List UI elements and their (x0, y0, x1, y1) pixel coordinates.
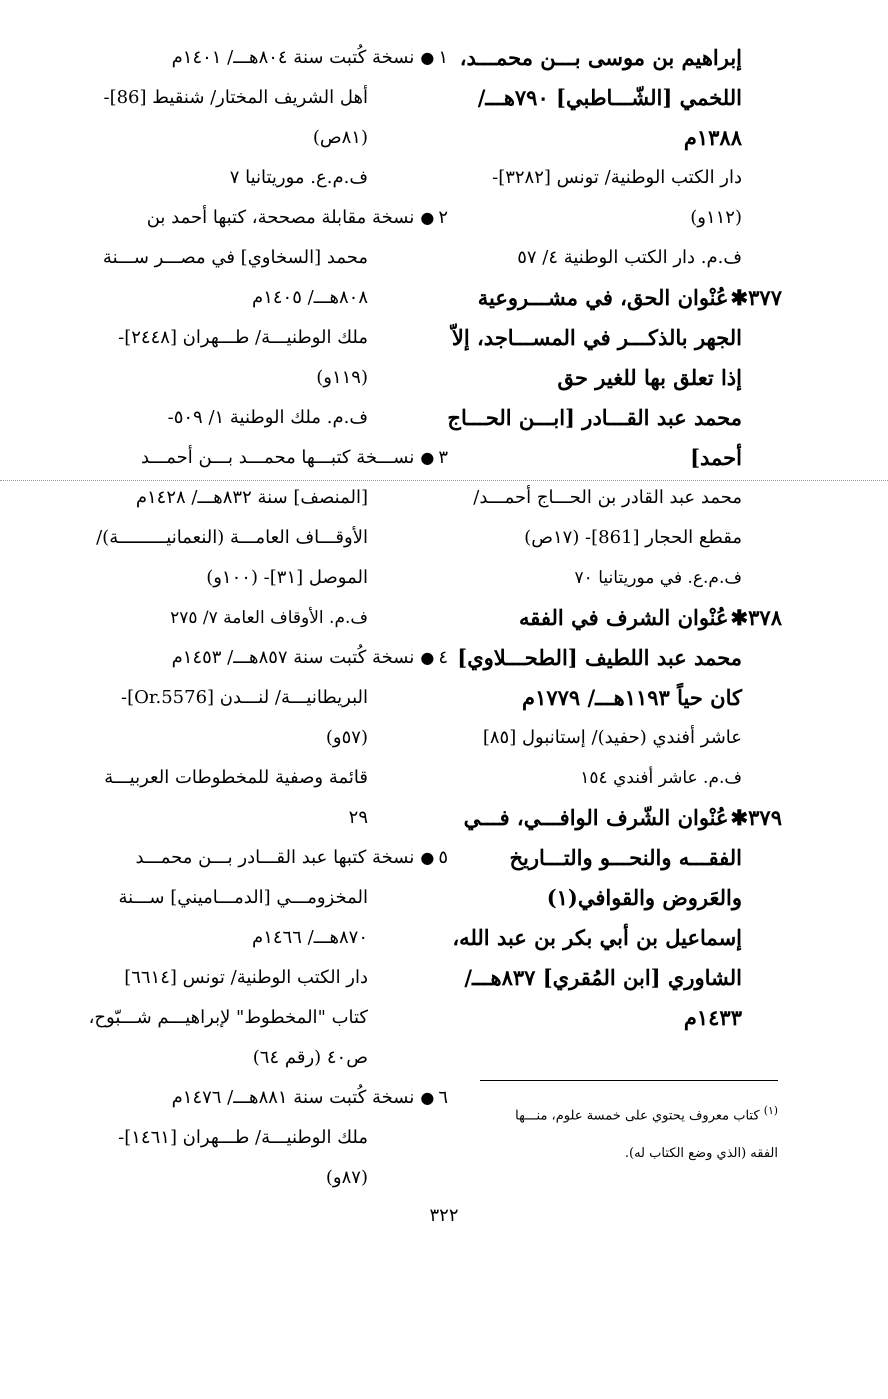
left_column-line (58, 638, 448, 678)
bullet-icon: ● (420, 648, 435, 667)
line-text: إذا تعلق بها للغير حق (557, 365, 742, 390)
left-column (58, 38, 448, 1198)
right_column-line (444, 358, 782, 398)
line-text: أحمد] (690, 445, 742, 470)
line-text: عُنْوان الشّرف الوافـــي، فـــي (463, 805, 729, 830)
copy-number: ٢ (438, 207, 448, 228)
line-text: ٨٧٠هـــ/ ١٤٦٦م (252, 927, 368, 948)
right_column-line (444, 278, 782, 318)
copy-number: ٤ (438, 647, 448, 668)
right_column-line (444, 918, 782, 958)
left_column-line (58, 878, 408, 918)
asterisk-icon: ✱ (730, 285, 749, 310)
left_column-line (58, 1158, 408, 1198)
right_column-line (444, 118, 782, 158)
asterisk-icon: ✱ (730, 805, 749, 830)
line-text: محمد عبد اللطيف [الطحـــلاوي] (457, 645, 742, 670)
right-column (444, 38, 782, 1038)
right_column-line (444, 758, 782, 798)
bullet-icon: ● (420, 208, 435, 227)
line-text: إبراهيم بن موسى بـــن محمـــد، (459, 45, 742, 70)
left_column-line (58, 518, 408, 558)
line-text: نسخة كُتبت سنة ٨٨١هـــ/ ١٤٧٦م (171, 1087, 415, 1108)
right_column-line (444, 158, 782, 198)
left_column-line (58, 78, 408, 118)
left_column-line (58, 278, 408, 318)
copy-number: ١ (438, 47, 448, 68)
right_column-line (444, 958, 782, 998)
line-text: الشاوري [ابن المُقري] ٨٣٧هـــ/ (464, 965, 742, 990)
right_column-line (444, 438, 782, 478)
line-text: ٢٩ (348, 807, 368, 828)
line-text: (٥٧و) (325, 727, 368, 748)
copy-number: ٥ (438, 847, 448, 868)
left_column-line (58, 438, 448, 478)
line-text: دار الكتب الوطنية/ تونس [٣٢٨٢]- (492, 167, 742, 188)
line-text: ٨٠٨هـــ/ ١٤٠٥م (252, 287, 368, 308)
line-text: نســـخة كتبـــها محمـــد بـــن أحمـــد (141, 447, 415, 468)
left_column-line (58, 318, 408, 358)
line-text: عُنْوان الشرف في الفقه (519, 605, 729, 630)
line-text: ف.م. ملك الوطنية ١/ ٥٠٩- (167, 407, 368, 428)
footnote-line-2: الفقه (الذي وضع الكتاب له). (624, 1146, 778, 1162)
right_column-line (444, 238, 782, 278)
line-text: كان حياً ١١٩٣هـــ/ ١٧٧٩م (522, 685, 742, 710)
line-text: [المنصف] سنة ٨٣٢هـــ/ ١٤٢٨م (135, 487, 368, 508)
left_column-line (58, 1078, 448, 1118)
right_column-line (444, 598, 782, 638)
line-text: ص٤٠ (رقم ٦٤) (252, 1047, 368, 1068)
line-text: البريطانيـــة/ لنـــدن [Or.5576]- (121, 687, 368, 708)
right_column-line (444, 558, 782, 598)
line-text: ملك الوطنيـــة/ طـــهران [٢٤٤٨]- (118, 327, 368, 348)
left_column-line (58, 398, 408, 438)
line-text: ف.م.ع. موريتانيا ٧ (229, 167, 368, 188)
right_column-line (444, 198, 782, 238)
line-text: عُنْوان الحق، في مشـــروعية (477, 285, 729, 310)
line-text: محمد عبد القادر بن الحـــاج أحمـــد/ (473, 487, 742, 508)
right_column-line (444, 398, 782, 438)
asterisk-icon: ✱ (730, 605, 749, 630)
line-text: عاشر أفندي (حفيد)/ إستانبول [٨٥] (482, 727, 742, 748)
left_column-line (58, 198, 448, 238)
right_column-line (444, 38, 782, 78)
left_column-line (58, 598, 408, 638)
right_column-line (444, 518, 782, 558)
line-text: المخزومـــي [الدمـــاميني] ســـنة (118, 887, 368, 908)
line-text: والعَروض والقوافي(١) (546, 885, 742, 910)
footnote-line-1 (458, 1092, 778, 1135)
left_column-line (58, 678, 408, 718)
left_column-line (58, 118, 408, 158)
footnote-rule (480, 1080, 778, 1081)
right_column-line (444, 798, 782, 838)
right_column-line (444, 318, 782, 358)
line-text: نسخة مقابلة مصححة، كتبها أحمد بن (146, 207, 415, 228)
left_column-line (58, 918, 408, 958)
line-text: دار الكتب الوطنية/ تونس [٦٦١٤] (124, 967, 368, 988)
left_column-line (58, 718, 408, 758)
line-text: ف.م. الأوقاف العامة ٧/ ٢٧٥ (170, 608, 368, 628)
left_column-line (58, 158, 408, 198)
right_column-line (444, 678, 782, 718)
footnote-marker: (١) (763, 1104, 778, 1117)
right_column-line (444, 78, 782, 118)
line-text: الأوقـــاف العامـــة (النعمانيـــــــــة)/ (96, 527, 368, 548)
line-text: (٨٧و) (325, 1167, 368, 1188)
right_column-line (444, 998, 782, 1038)
line-text: ملك الوطنيـــة/ طـــهران [١٤٦١]- (118, 1127, 368, 1148)
line-text: اللخمي [الشّـــاطبي] ٧٩٠هـــ/ (477, 85, 742, 110)
entry-number: ٣٧٧ (748, 285, 782, 310)
line-text: الموصل [٣١]- (١٠٠و) (206, 567, 368, 588)
copy-number: ٦ (438, 1087, 448, 1108)
left_column-line (58, 478, 408, 518)
line-text: ف.م. عاشر أفندي ١٥٤ (580, 768, 742, 788)
left_column-line (58, 798, 408, 838)
right_column-line (444, 878, 782, 918)
footnote (458, 1092, 778, 1173)
bullet-icon: ● (420, 448, 435, 467)
line-text: (١١٢و) (690, 207, 742, 228)
line-text: محمد [السخاوي] في مصـــر ســـنة (102, 247, 368, 268)
left_column-line (58, 1118, 408, 1158)
right_column-line (444, 638, 782, 678)
line-text: (٨١ص) (312, 127, 368, 148)
line-text: (١١٩و) (316, 367, 368, 388)
left_column-line (58, 758, 408, 798)
line-text: أهل الشريف المختار/ شنقيط [86]- (103, 87, 368, 108)
bullet-icon: ● (420, 48, 435, 67)
bullet-icon: ● (420, 848, 435, 867)
left_column-line (58, 38, 448, 78)
left_column-line (58, 238, 408, 278)
footnote-text-1: كتاب معروف يحتوي على خمسة علوم، منـــها (515, 1108, 760, 1124)
line-text: نسخة كُتبت سنة ٨٠٤هـــ/ ١٤٠١م (171, 47, 415, 68)
line-text: نسخة كُتبت سنة ٨٥٧هـــ/ ١٤٥٣م (171, 647, 415, 668)
line-text: محمد عبد القـــادر [ابـــن الحـــاج (447, 405, 742, 430)
line-text: الفقـــه والنحـــو والتـــاريخ (509, 845, 742, 870)
line-text: كتاب "المخطوط" لإبراهيـــم شـــبّوح، (88, 1007, 368, 1028)
line-text: قائمة وصفية للمخطوطات العربيـــة (104, 767, 368, 788)
right_column-line (444, 478, 782, 518)
line-text: الجهر بالذكـــر في المســـاجد، إلاّ (451, 325, 742, 350)
line-text: نسخة كتبها عبد القـــادر بـــن محمـــد (135, 847, 415, 868)
left_column-line (58, 998, 408, 1038)
line-text: ١٤٣٣م (683, 1005, 742, 1030)
left_column-line (58, 1038, 408, 1078)
bullet-icon: ● (420, 1088, 435, 1107)
entry-number: ٣٧٩ (748, 805, 782, 830)
right_column-line (444, 718, 782, 758)
entry-number: ٣٧٨ (748, 605, 782, 630)
line-text: مقطع الحجار [861]- (١٧ص) (524, 527, 742, 548)
page-number: ٣٢٢ (429, 1205, 459, 1226)
left_column-line (58, 358, 408, 398)
left_column-line (58, 838, 448, 878)
copy-number: ٣ (438, 447, 448, 468)
right_column-line (444, 838, 782, 878)
left_column-line (58, 558, 408, 598)
line-text: ف.م. دار الكتب الوطنية ٤/ ٥٧ (517, 247, 742, 268)
line-text: ف.م.ع. في موريتانيا ٧٠ (574, 568, 742, 588)
line-text: إسماعيل بن أبي بكر بن عبد الله، (452, 925, 742, 950)
line-text: ١٣٨٨م (683, 125, 742, 150)
left_column-line (58, 958, 408, 998)
